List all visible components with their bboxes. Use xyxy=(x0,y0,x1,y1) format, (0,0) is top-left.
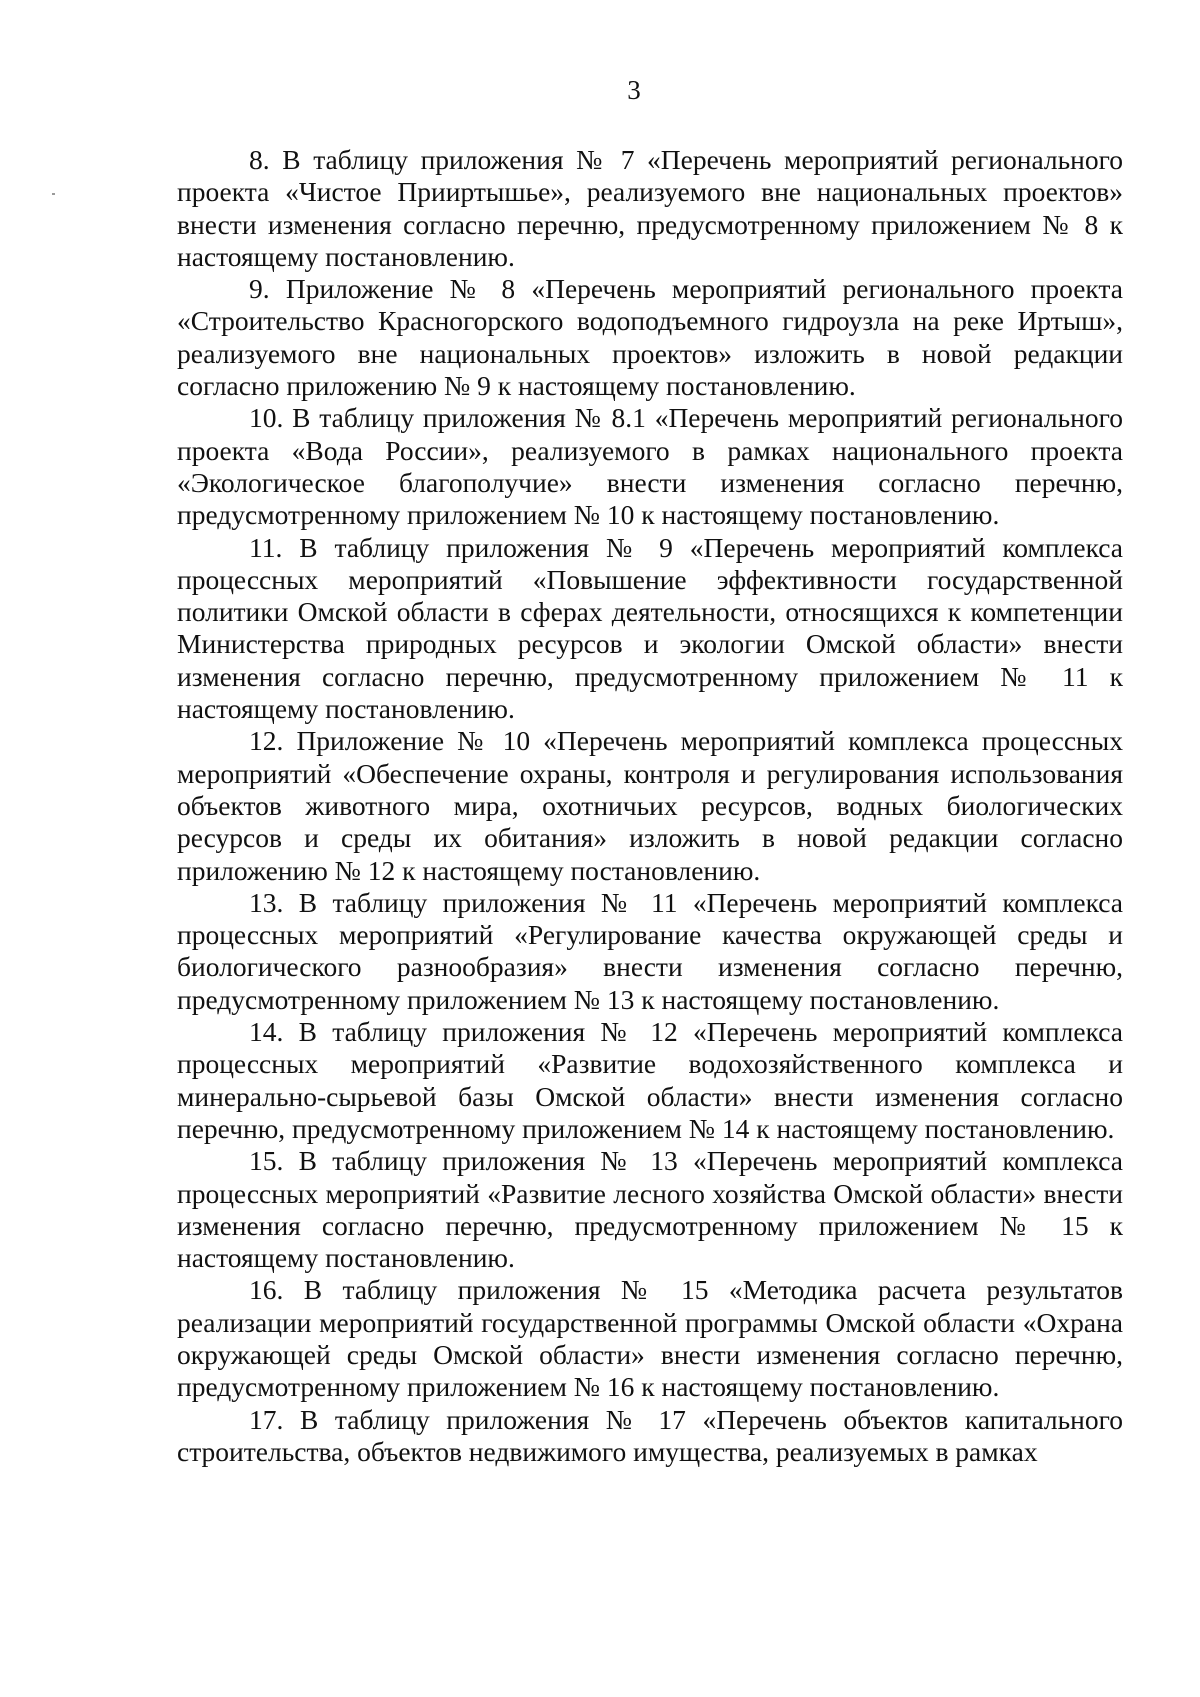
page-number: 3 xyxy=(627,75,641,105)
paragraph-item-8: 8. В таблицу приложения № 7 «Перечень мероприятий регионального проекта «Чистое Прииртышье», реализуемого вне национальных проектов» внести изменения согласно перечню, предусмотренному приложением № 8 к настоящему постановлению. xyxy=(177,144,1123,272)
paragraph-item-9: 9. Приложение № 8 «Перечень мероприятий регионального проекта «Строительство Красногорского водоподъемного гидроузла на реке Иртыш», реализуемого вне национальных проектов» изложить в новой редакции согласно приложению № 9 к настоящему постановлению. xyxy=(177,273,1123,402)
paragraph-item-16: 16. В таблицу приложения № 15 «Методика расчета результатов реализации мероприятий государственной программы Омской области «Охрана окружающей среды Омской области» внести изменения согласно перечню, предусмотренному приложением № 16 к настоящему постановлению. xyxy=(177,1274,1123,1403)
paragraph-item-11: 11. В таблицу приложения № 9 «Перечень мероприятий комплекса процессных мероприятий «Повышение эффективности государственной политики Омской области в сферах деятельности, относящихся к компетенции Министерства природных ресурсов и экологии Омской области» внести изменения согласно перечню, предусмотренному приложением № 11 к настоящему постановлению. xyxy=(177,531,1123,725)
scan-speck xyxy=(52,193,55,195)
paragraph-item-14: 14. В таблицу приложения № 12 «Перечень мероприятий комплекса процессных мероприятий «Развитие водохозяйственного комплекса и минерально-сырьевой базы Омской области» внести изменения согласно перечню, предусмотренному приложением № 14 к настоящему постановлению. xyxy=(177,1016,1123,1144)
paragraph-item-12: 12. Приложение № 10 «Перечень мероприятий комплекса процессных мероприятий «Обеспечение охраны, контроля и регулирования использования объектов животного мира, охотничьих ресурсов, водных биологических ресурсов и среды их обитания» изложить в новой редакции согласно приложению № 12 к настоящему постановлению. xyxy=(177,725,1123,886)
document-body xyxy=(177,144,1123,1468)
paragraph-item-15: 15. В таблицу приложения № 13 «Перечень мероприятий комплекса процессных мероприятий «Развитие лесного хозяйства Омской области» внести изменения согласно перечню, предусмотренному приложением № 15 к настоящему постановлению. xyxy=(177,1145,1123,1274)
paragraph-item-17: 17. В таблицу приложения № 17 «Перечень объектов капитального строительства, объектов недвижимого имущества, реализуемых в рамках xyxy=(177,1403,1123,1467)
paragraph-item-13: 13. В таблицу приложения № 11 «Перечень мероприятий комплекса процессных мероприятий «Регулирование качества окружающей среды и биологического разнообразия» внести изменения согласно перечню, предусмотренному приложением № 13 к настоящему постановлению. xyxy=(177,886,1123,1015)
paragraph-item-10: 10. В таблицу приложения № 8.1 «Перечень мероприятий регионального проекта «Вода России», реализуемого в рамках национального проекта «Экологическое благополучие» внести изменения согласно перечню, предусмотренному приложением № 10 к настоящему постановлению. xyxy=(177,402,1123,531)
